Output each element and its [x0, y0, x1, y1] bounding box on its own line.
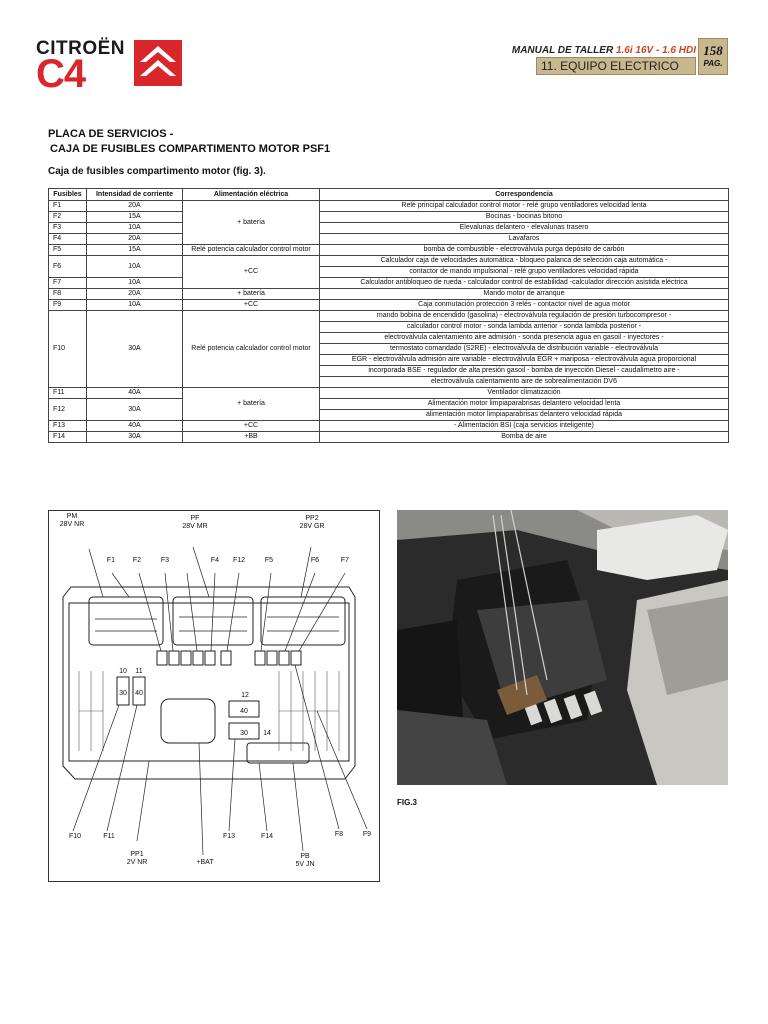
fuse-amp: 10A — [87, 278, 183, 289]
supply-cell: +CC — [183, 256, 320, 289]
fuse-id: F8 — [49, 289, 87, 300]
fuse-amp: 20A — [87, 234, 183, 245]
fuse-corr: electroválvula calentamiento aire de sobrealimentación DV6 — [320, 377, 729, 388]
fuse-corr: alimentación motor limpiaparabrisas delantero velocidad rápida — [320, 410, 729, 421]
fuse-label-f12: F12 — [232, 557, 246, 564]
fuse-id: F4 — [49, 234, 87, 245]
fuse-box-drawing — [49, 511, 381, 883]
supply-cell: +CC — [183, 421, 320, 432]
inner-11: 11 — [135, 668, 143, 675]
fuse-corr: Bomba de aire — [320, 432, 729, 443]
fuse-amp: 10A — [87, 300, 183, 311]
engine-bay-photo — [397, 510, 728, 785]
fuse-amp: 10A — [87, 256, 183, 278]
section-heading-2: CAJA DE FUSIBLES COMPARTIMENTO MOTOR PSF1 — [50, 143, 331, 155]
fuse-corr: Relé principal calculador control motor - relé grupo ventiladores velocidad lenta — [320, 201, 729, 212]
fuse-corr: Calculador antibloqueo de rueda - calculador control de estabilidad -calculador dirección asistida eléctrica — [320, 278, 729, 289]
fuse-corr: calculador control motor - sonda lambda anterior - sonda lambda posterior - — [320, 322, 729, 333]
connector-bat-label: +BAT — [196, 859, 214, 866]
fuse-box-diagram — [48, 510, 380, 882]
table-row — [49, 245, 729, 256]
fuse-id: F11 — [49, 388, 87, 399]
fuse-label-f8: F8 — [334, 831, 344, 838]
citroen-logo — [36, 38, 186, 96]
table-row — [49, 212, 729, 223]
double-chevron-icon — [134, 40, 182, 86]
manual-models: 1.6i 16V - 1.6 HDI — [615, 45, 696, 56]
figure-caption: FIG.3 — [397, 798, 418, 807]
table-row — [49, 256, 729, 267]
fuse-id: F10 — [49, 311, 87, 388]
inner-30: 30 — [119, 690, 127, 697]
connector-pf-label: PF 28V MR — [182, 515, 208, 530]
table-row — [49, 432, 729, 443]
fuse-corr: termostato comandado (S2RE) - electroválvula de distribución variable - electroválvula — [320, 344, 729, 355]
connector-pp1-label: PP1 2V NR — [126, 851, 148, 866]
fuse-amp: 30A — [87, 432, 183, 443]
col-header-correspondence: Correspondencia — [320, 189, 729, 201]
fuse-corr: Ventilador climatización — [320, 388, 729, 399]
supply-cell: +CC — [183, 300, 320, 311]
inner-10: 10 — [119, 668, 127, 675]
table-row — [49, 421, 729, 432]
inner-30b: 30 — [240, 730, 248, 737]
table-row — [49, 311, 729, 322]
fuse-id: F6 — [49, 256, 87, 278]
page-label: PAG. — [703, 59, 723, 68]
fuse-amp: 30A — [87, 399, 183, 421]
table-row — [49, 388, 729, 399]
table-row — [49, 234, 729, 245]
fuse-corr: Bocinas - bocinas bitono — [320, 212, 729, 223]
table-row — [49, 289, 729, 300]
inner-14: 14 — [263, 730, 271, 737]
fuse-label-f14: F14 — [260, 833, 274, 840]
col-header-supply: Alimentación eléctrica — [183, 189, 320, 201]
fuse-id: F12 — [49, 399, 87, 421]
fuse-amp: 20A — [87, 201, 183, 212]
table-caption: Caja de fusibles compartimento motor (fig. 3). — [48, 166, 266, 177]
connector-pb-label: PB 5V JN — [295, 853, 315, 868]
fuse-label-f7: F7 — [340, 557, 350, 564]
supply-cell: Relé potencia calculador control motor — [183, 311, 320, 388]
fuse-id: F1 — [49, 201, 87, 212]
table-row — [49, 399, 729, 410]
fuse-amp: 15A — [87, 245, 183, 256]
fuse-label-f3: F3 — [160, 557, 170, 564]
engine-bay-illustration — [397, 510, 728, 785]
fuse-corr: incorporada BSE - regulador de alta presión gasoil - bomba de inyección Diesel - caudalímetro aire - — [320, 366, 729, 377]
fuse-table — [48, 188, 729, 443]
fuse-amp: 40A — [87, 388, 183, 399]
col-header-intensity: Intensidad de corriente — [87, 189, 183, 201]
fuse-label-f9: F9 — [362, 831, 372, 838]
fuse-amp: 10A — [87, 223, 183, 234]
connector-pp2-label: PP2 28V GR — [299, 515, 325, 530]
fuse-label-f10: F10 — [68, 833, 82, 840]
model-name: C4 — [36, 52, 86, 96]
inner-12: 12 — [241, 692, 249, 699]
fuse-id: F14 — [49, 432, 87, 443]
section-title-bar — [536, 57, 696, 75]
manual-title — [512, 45, 696, 56]
fuse-corr: mando bobina de encendido (gasolina) - electroválvula regulación de presión turbocompresor - — [320, 311, 729, 322]
table-row — [49, 201, 729, 212]
section-title: 11. EQUIPO ELECTRICO — [541, 59, 679, 73]
brand-name: CITROËN — [36, 38, 125, 59]
col-header-fuses: Fusibles — [49, 189, 87, 201]
fuse-corr: Caja conmutación protección 3 relés - contactor nivel de agua motor — [320, 300, 729, 311]
table-row — [49, 223, 729, 234]
table-row — [49, 300, 729, 311]
supply-cell: Relé potencia calculador control motor — [183, 245, 320, 256]
fuse-amp: 40A — [87, 421, 183, 432]
supply-cell: + batería — [183, 289, 320, 300]
inner-40b: 40 — [240, 708, 248, 715]
fuse-id: F9 — [49, 300, 87, 311]
supply-cell: + batería — [183, 201, 320, 245]
fuse-corr: Calculador caja de velocidades automática - bloqueo palanca de selección caja automática - — [320, 256, 729, 267]
fuse-label-f11: F11 — [103, 833, 115, 840]
fuse-corr: bomba de combustible - electroválvula purga depósito de carbón — [320, 245, 729, 256]
fuse-corr: electroválvula calentamiento aire admisión - sonda presencia agua en gasoil - inyectores - — [320, 333, 729, 344]
fuse-corr: Alimentación motor limpiaparabrisas delantero velocidad lenta — [320, 399, 729, 410]
table-header-row — [49, 189, 729, 201]
supply-cell: +BB — [183, 432, 320, 443]
fuse-corr: contactor de mando impulsional - relé grupo ventiladores velocidad rápida — [320, 267, 729, 278]
fuse-corr: EGR - electroválvula admisión aire variable - electroválvula EGR + mariposa - electroválvula agua proporcional — [320, 355, 729, 366]
section-heading: PLACA DE SERVICIOS - — [48, 128, 174, 140]
fuse-corr: Lavafaros — [320, 234, 729, 245]
page-number: 158 — [703, 43, 723, 58]
connector-pm-label: PM 28V NR — [59, 513, 85, 528]
fuse-corr: Mando motor de arranque — [320, 289, 729, 300]
inner-40: 40 — [135, 690, 143, 697]
page-number-box — [698, 38, 728, 75]
fuse-label-f1: F1 — [106, 557, 116, 564]
fuse-amp: 20A — [87, 289, 183, 300]
fuse-amp: 15A — [87, 212, 183, 223]
fuse-id: F7 — [49, 278, 87, 289]
fuse-id: F2 — [49, 212, 87, 223]
manual-prefix: MANUAL DE TALLER — [511, 45, 614, 56]
fuse-label-f4: F4 — [210, 557, 220, 564]
fuse-label-f6: F6 — [310, 557, 320, 564]
fuse-corr: - Alimentación BSI (caja servicios inteligente) — [320, 421, 729, 432]
fuse-label-f2: F2 — [132, 557, 142, 564]
fuse-corr: Elevalunas delantero - elevalunas trasero — [320, 223, 729, 234]
fuse-label-f5: F5 — [264, 557, 274, 564]
fuse-amp: 30A — [87, 311, 183, 388]
fuse-id: F13 — [49, 421, 87, 432]
fuse-label-f13: F13 — [222, 833, 236, 840]
supply-cell: + batería — [183, 388, 320, 421]
fuse-id: F5 — [49, 245, 87, 256]
fuse-id: F3 — [49, 223, 87, 234]
